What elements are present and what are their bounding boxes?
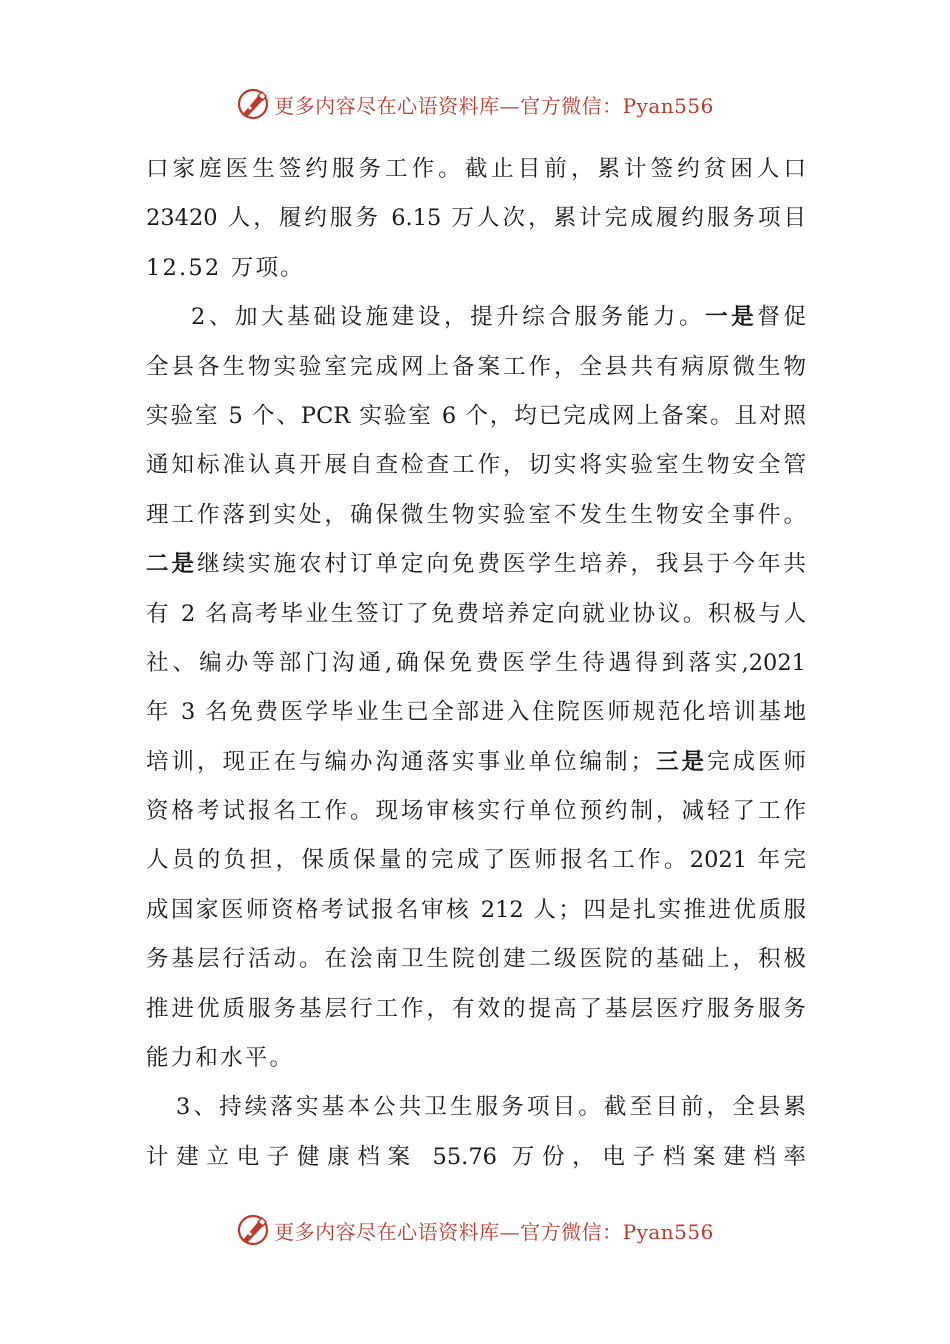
text-line: 计建立电子健康档案 55.76 万份，电子档案建档率 <box>146 1143 806 1170</box>
text-line: 资格考试报名工作。现场审核实行单位预约制，减轻了工作 <box>146 798 806 825</box>
document-body <box>146 145 806 1182</box>
text-line <box>146 293 806 342</box>
text-line: 3、持续落实基本公共卫生服务项目。截至目前，全县累 <box>176 1094 806 1121</box>
header-banner <box>0 84 950 124</box>
emphasis-text: 三是 <box>652 748 707 775</box>
text-line: 23420 人，履约服务 6.15 万人次，累计完成履约服务项目 <box>146 205 806 232</box>
text-line: 全县各生物实验室完成网上备案工作，全县共有病原微生物 <box>146 353 806 380</box>
emphasis-text: 一是 <box>705 304 758 331</box>
text-line: 能力和水平。 <box>146 1045 295 1072</box>
text-line: 12.52 万项。 <box>146 254 305 281</box>
pen-nib-logo-icon <box>236 87 270 121</box>
text-line <box>146 540 806 589</box>
text-span: 培训，现正在与编办沟通落实事业单位编制； <box>146 748 653 775</box>
text-line: 社、编办等部门沟通,确保免费医学生待遇得到落实,2021 <box>146 649 806 676</box>
footer-banner-text: 更多内容尽在心语资料库—官方微信：Pyan556 <box>274 1219 714 1244</box>
text-line <box>146 738 806 787</box>
text-span: 督促 <box>757 304 806 331</box>
text-line: 实验室 5 个、PCR 实验室 6 个，均已完成网上备案。且对照 <box>146 402 806 429</box>
pen-nib-logo-icon <box>236 1213 270 1247</box>
text-line: 务基层行活动。在浍南卫生院创建二级医院的基础上，积极 <box>146 946 806 973</box>
text-line: 推进优质服务基层行工作，有效的提高了基层医疗服务服务 <box>146 995 806 1022</box>
text-line: 理工作落到实处，确保微生物实验室不发生生物安全事件。 <box>146 501 806 528</box>
text-line: 年 3 名免费医学毕业生已全部进入住院医师规范化培训基地 <box>146 699 806 726</box>
text-line: 通知标准认真开展自查检查工作，切实将实验室生物安全管 <box>146 452 806 479</box>
text-line: 有 2 名高考毕业生签订了免费培养定向就业协议。积极与人 <box>146 600 806 627</box>
text-line: 成国家医师资格考试报名审核 212 人；四是扎实推进优质服 <box>146 896 806 923</box>
text-span: 继续实施农村订单定向免费医学生培养，我县于今年共 <box>197 551 806 578</box>
text-span: 完成医师 <box>706 748 806 775</box>
heading-text: 2、加大基础设施建设，提升综合服务能力。 <box>191 304 706 331</box>
header-banner-text: 更多内容尽在心语资料库—官方微信：Pyan556 <box>274 93 714 118</box>
text-line: 口家庭医生签约服务工作。截止目前，累计签约贫困人口 <box>146 156 806 182</box>
text-line: 人员的负担，保质保量的完成了医师报名工作。2021 年完 <box>146 847 806 874</box>
emphasis-text: 二是 <box>146 551 197 578</box>
footer-banner <box>0 1210 950 1250</box>
